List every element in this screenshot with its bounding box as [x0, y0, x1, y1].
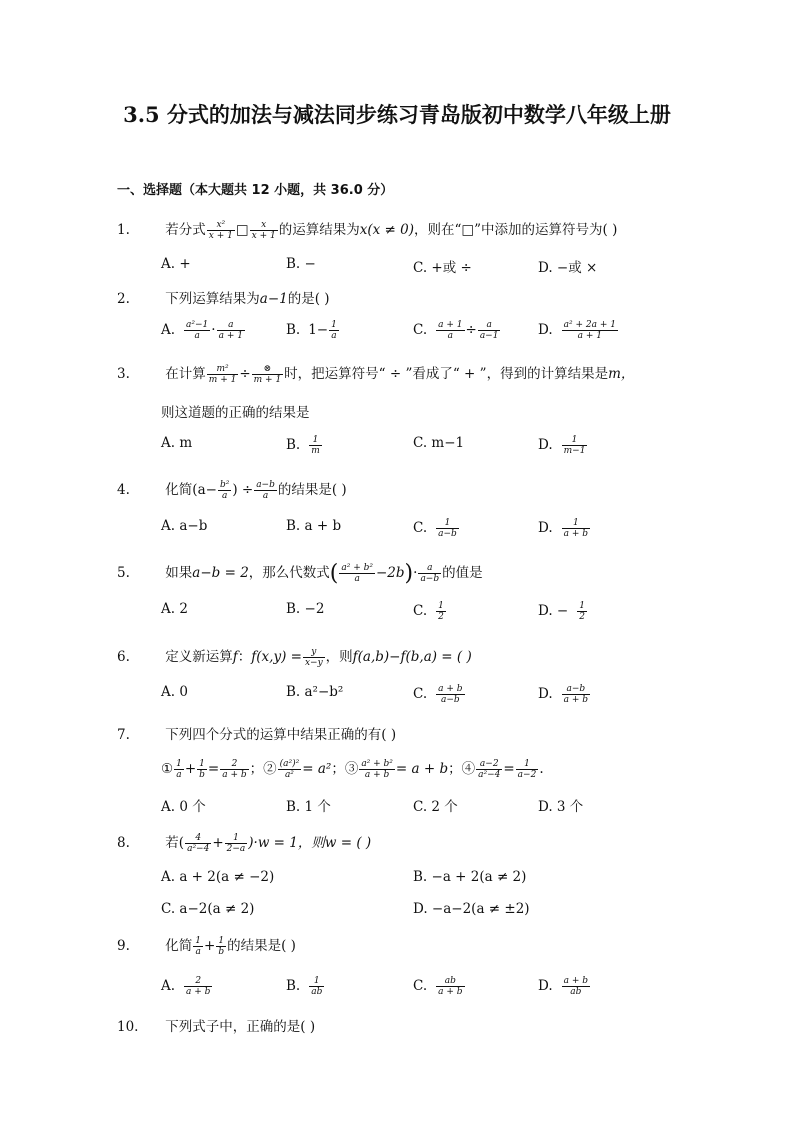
- fraction: $\frac{4}{\text{a²−4}}$: [187, 833, 210, 854]
- question-number: 5.: [117, 565, 130, 581]
- options-row: [161, 795, 661, 817]
- option-d[interactable]: D. −或 ×: [538, 260, 598, 276]
- fraction: $\frac{\text{m²}}{m + 1}$: [208, 364, 237, 385]
- question-number: 1.: [117, 222, 130, 238]
- question-8: 8. 若( $\frac{4}{\text{a²−4}}$ + $\frac{1}{2-a}$ )·w = 1，则w = ( ): [117, 833, 372, 854]
- options-row: [161, 684, 661, 706]
- fraction: $\frac{1}{2-a}$: [226, 833, 246, 854]
- options-row: [161, 976, 661, 998]
- box-symbol: □: [235, 222, 249, 238]
- question-text: 的结果是( ): [277, 482, 347, 498]
- question-text: 化简(a−: [165, 482, 217, 498]
- question-text: 定义新运算: [165, 649, 233, 665]
- page-title: 3.5 分式的加法与减法同步练习青岛版初中数学八年级上册: [123, 102, 671, 127]
- fraction: $\frac{\text{a² + b²}}{a}$: [341, 563, 373, 584]
- option-a[interactable]: A. 0 个: [161, 799, 206, 815]
- option-c[interactable]: C. $\frac{1}{2}$: [413, 601, 444, 622]
- option-a[interactable]: A. $\frac{2}{a + b}$: [161, 976, 211, 997]
- option-c[interactable]: C. a−2(a ≠ 2): [161, 901, 255, 917]
- fraction: $\frac{\text{x²}}{x + 1}$: [208, 220, 233, 241]
- option-b[interactable]: B. 1 个: [286, 799, 331, 815]
- question-text: 下列运算结果为: [165, 291, 260, 307]
- question-number: 10.: [117, 1019, 139, 1035]
- option-d[interactable]: D. 3 个: [538, 799, 584, 815]
- option-b[interactable]: B. −: [286, 256, 316, 272]
- fraction: $\frac{1}{b}$: [218, 936, 225, 957]
- option-b[interactable]: B. $\frac{1}{ab}$: [286, 976, 323, 997]
- question-number: 3.: [117, 366, 130, 382]
- option-d[interactable]: D. $\frac{a-b}{a + b}$: [538, 684, 589, 705]
- question-7: [117, 723, 396, 743]
- question-3-line-2: 则这道题的正确的结果是: [161, 405, 310, 421]
- question-10: [117, 1015, 315, 1035]
- option-a[interactable]: A. 2: [161, 601, 188, 617]
- options-row: [161, 320, 661, 342]
- question-number: 7.: [117, 727, 130, 743]
- option-b[interactable]: B. a + b: [286, 518, 342, 534]
- option-a[interactable]: A. +: [161, 256, 191, 272]
- options-row: [161, 869, 661, 891]
- option-c[interactable]: C. $\frac{ab}{a + b}$: [413, 976, 463, 997]
- option-d[interactable]: D. − $\frac{1}{2}$: [538, 601, 585, 622]
- question-4: 4. 化简(a− $\frac{\text{b²}}{a}$ ) ÷ $\frac{a-b}{a}$ 的结果是( ): [117, 480, 347, 501]
- option-a[interactable]: A. 0: [161, 684, 188, 700]
- question-number: 4.: [117, 482, 130, 498]
- question-5: 5. 如果a−b = 2，那么代数式( $\frac{\text{a² + b²}}{a}$ −2b)· $\frac{a}{a-b}$ 的值是: [117, 561, 483, 586]
- options-row: [161, 256, 661, 278]
- option-b[interactable]: B. $\frac{1}{m}$: [286, 435, 320, 456]
- question-7-items: ① $\frac{1}{a}$ + $\frac{1}{b}$ = $\frac{2}{a + b}$ ；② $\frac{\text{(a²)²}}{\text{a²}}$ = a²；③ $\frac{\text{a² + b²}}{a + b}$ = a + b；④ $\frac{a-2}{\text{a²−4}}$ = $\frac{1}{a-2}$ .: [161, 759, 544, 780]
- question-1: [117, 218, 617, 241]
- option-a[interactable]: A. $\frac{\text{a²−1}}{a}$ · $\frac{a}{a + 1}$: [161, 320, 243, 341]
- fraction: $\frac{\otimes}{m + 1}$: [253, 364, 282, 385]
- question-9: 9. 化简 $\frac{1}{a}$ + $\frac{1}{b}$ 的结果是( ): [117, 936, 296, 957]
- question-text: ，则在“□”中添加的运算符号为( ): [413, 222, 618, 238]
- option-c[interactable]: C. 2 个: [413, 799, 458, 815]
- fraction: $\frac{y}{x-y}$: [304, 647, 323, 668]
- question-number: 2.: [117, 291, 130, 307]
- option-a[interactable]: A. m: [161, 435, 193, 451]
- option-d[interactable]: D. $\frac{a + b}{ab}$: [538, 976, 589, 997]
- option-b[interactable]: B. a²−b²: [286, 684, 344, 700]
- option-a[interactable]: A. a + 2(a ≠ −2): [161, 869, 275, 885]
- option-b[interactable]: B. 1− $\frac{1}{a}$: [286, 320, 337, 341]
- options-row: [161, 435, 661, 457]
- option-c[interactable]: C. $\frac{a + 1}{a}$ ÷ $\frac{a}{a-1}$: [413, 320, 499, 341]
- math-expr: a−1: [259, 291, 288, 307]
- option-c[interactable]: C. $\frac{a + b}{a-b}$: [413, 684, 463, 705]
- fraction: $\frac{\text{b²}}{a}$: [219, 480, 230, 501]
- question-text: 下列式子中，正确的是( ): [165, 1019, 316, 1035]
- option-d[interactable]: D. $\frac{\text{a² + 2a + 1}}{a + 1}$: [538, 320, 616, 341]
- question-6: 6. 定义新运算f：f(x,y) = $\frac{y}{x-y}$ ，则f(a,b)−f(b,a) = ( ): [117, 647, 472, 668]
- option-a[interactable]: A. a−b: [161, 518, 208, 534]
- question-text: 如果: [165, 565, 193, 581]
- option-d[interactable]: D. $\frac{1}{m-1}$: [538, 435, 586, 456]
- options-row: [161, 901, 661, 923]
- option-b[interactable]: B. −a + 2(a ≠ 2): [413, 869, 527, 885]
- options-row: [161, 518, 661, 540]
- question-2: [117, 287, 330, 307]
- question-text: 化简: [165, 938, 193, 954]
- fraction: $\frac{a}{a-b}$: [420, 563, 440, 584]
- option-c[interactable]: C. +或 ÷: [413, 260, 472, 276]
- question-text: 的是( ): [287, 291, 330, 307]
- fraction: $\frac{1}{a}$: [195, 936, 202, 957]
- question-text: 在计算: [165, 366, 206, 382]
- option-d[interactable]: D. $\frac{1}{a + b}$: [538, 518, 589, 539]
- options-row: [161, 601, 661, 623]
- question-number: 8.: [117, 835, 130, 851]
- question-number: 6.: [117, 649, 130, 665]
- option-d[interactable]: D. −a−2(a ≠ ±2): [413, 901, 530, 917]
- option-b[interactable]: B. −2: [286, 601, 325, 617]
- question-text: 下列四个分式的运算中结果正确的有( ): [165, 727, 397, 743]
- math-expr: x(x ≠ 0): [359, 222, 414, 238]
- question-text: 的运算结果为: [278, 222, 360, 238]
- question-text: 若分式: [165, 222, 206, 238]
- question-3: 3. 在计算 $\frac{\text{m²}}{m + 1}$ ÷ $\frac{\otimes}{m + 1}$ 时，把运算符号“ ÷ ”看成了“ + ”，得到的计算结果是m，: [117, 364, 635, 385]
- question-text: 时，把运算符号“ ÷ ”看成了“ + ”，得到的计算结果是: [284, 366, 609, 382]
- math-expr: m，: [608, 366, 635, 382]
- section-header: 一、选择题（本大题共 12 小题，共 36.0 分）: [117, 183, 394, 198]
- fraction: $\frac{a-b}{a}$: [256, 480, 275, 501]
- question-text: 若(: [165, 835, 185, 851]
- option-c[interactable]: C. $\frac{1}{a-b}$: [413, 518, 457, 539]
- option-c[interactable]: C. m−1: [413, 435, 465, 451]
- fraction: $\frac{x}{x + 1}$: [251, 220, 276, 241]
- question-number: 9.: [117, 938, 130, 954]
